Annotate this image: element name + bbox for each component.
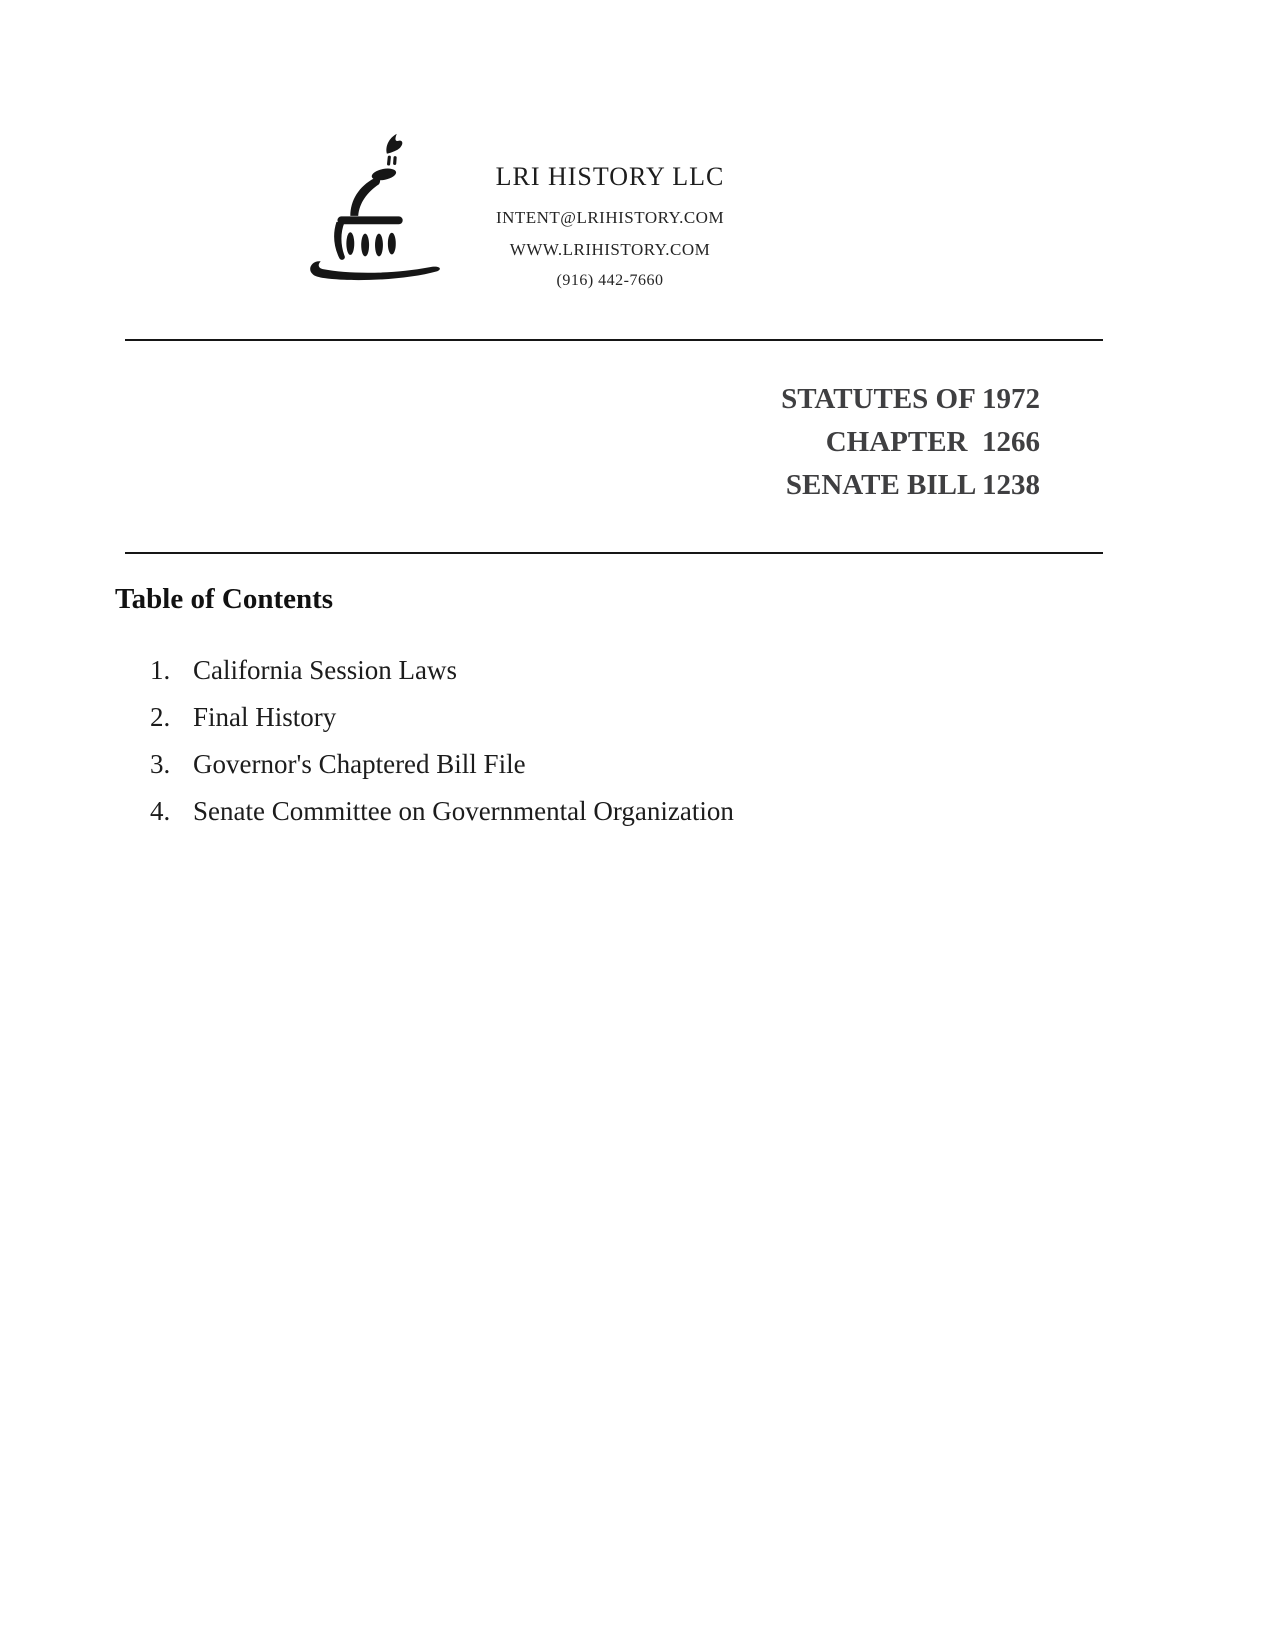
chapter-line: CHAPTER 1266 [825, 426, 1040, 458]
capitol-dome-icon [293, 122, 461, 292]
toc-item [150, 796, 734, 826]
toc-item [150, 749, 526, 779]
toc-item [150, 702, 336, 732]
toc-item [150, 655, 457, 685]
toc-item-number: 2. [150, 702, 171, 732]
website-url: WWW.LRIHISTORY.COM [509, 240, 711, 259]
toc-item-label: Final History [193, 702, 337, 732]
statutes-line: STATUTES OF 1972 [781, 383, 1040, 415]
toc-item-label: California Session Laws [193, 655, 457, 685]
email-address: INTENT@LRIHISTORY.COM [495, 208, 725, 227]
toc-item-label: Governor's Chaptered Bill File [193, 749, 526, 779]
divider-top [125, 339, 1103, 341]
company-name: LRI HISTORY LLC [495, 162, 725, 191]
toc-item-label: Senate Committee on Governmental Organization [193, 796, 734, 826]
phone-number: (916) 442-7660 [556, 272, 664, 289]
toc-item-number: 3. [150, 749, 171, 779]
toc-item-number: 4. [150, 796, 171, 826]
senate-bill-line: SENATE BILL 1238 [785, 469, 1040, 501]
divider-bottom [125, 552, 1103, 554]
toc-item-number: 1. [150, 655, 171, 685]
case-reference-block [781, 378, 1040, 507]
toc-heading: Table of Contents [115, 583, 334, 615]
